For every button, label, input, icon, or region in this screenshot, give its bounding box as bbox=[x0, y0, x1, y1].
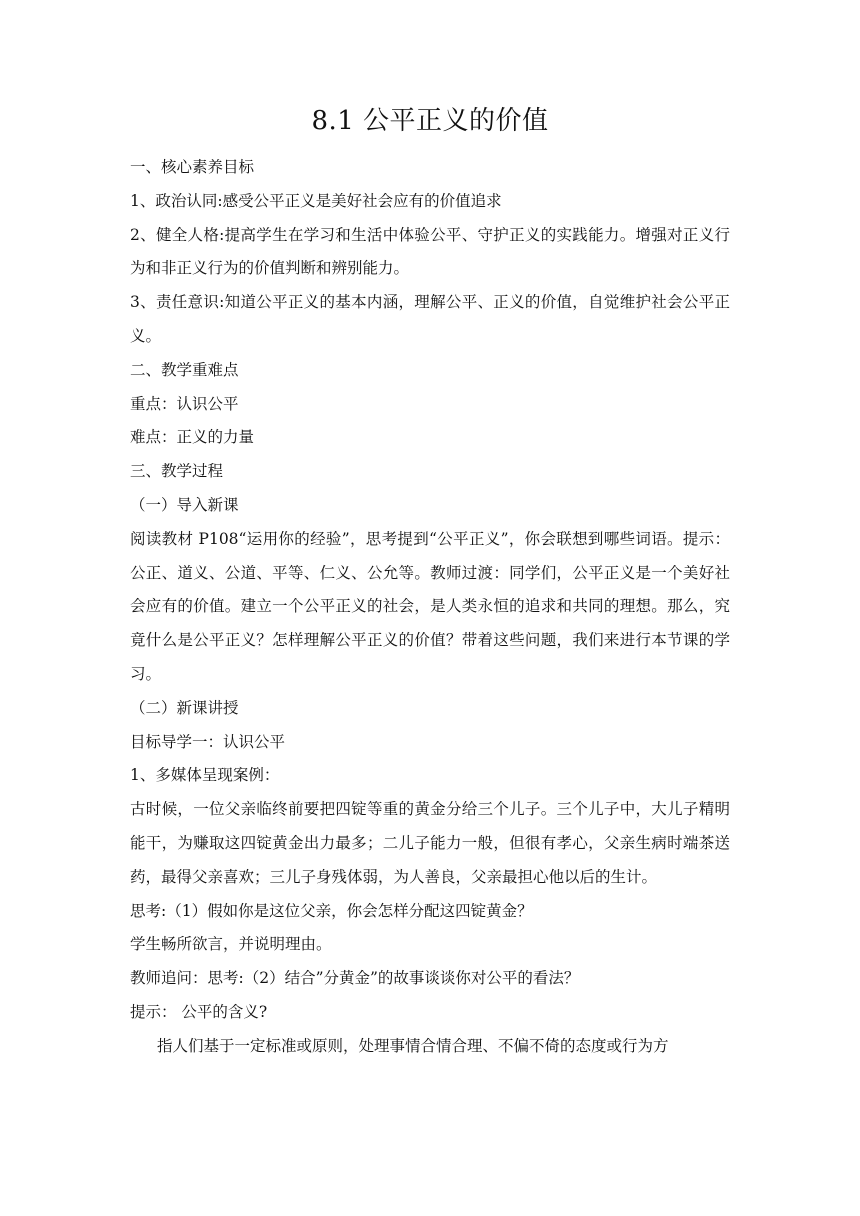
case-story: 古时候，一位父亲临终前要把四锭等重的黄金分给三个儿子。三个儿子中，大儿子精明能干，为赚取这四锭黄金出力最多；二儿子能力一般，但很有孝心，父亲生病时端茶送药，最得父亲喜欢；三儿子身残体弱，为人善良，父亲最担心他以后的生计。 bbox=[130, 800, 730, 886]
key-point: 重点：认识公平 bbox=[130, 394, 239, 413]
goal-sound-personality: 2、健全人格:提高学生在学习和生活中体验公平、守护正义的实践能力。增强对正义行为和非正义行为的价值判断和辨别能力。 bbox=[130, 225, 730, 278]
goal-political-identity: 1、政治认同:感受公平正义是美好社会应有的价值追求 bbox=[130, 191, 502, 210]
case-heading: 1、多媒体呈现案例： bbox=[130, 766, 280, 785]
teacher-followup: 教师追问：思考:（2）结合”分黄金”的故事谈谈你对公平的看法？ bbox=[130, 969, 580, 988]
target-guide-one: 目标导学一：认识公平 bbox=[130, 732, 286, 751]
subsection-intro-lesson: （一）导入新课 bbox=[130, 495, 239, 514]
goal-responsibility: 3、责任意识:知道公平正义的基本内涵，理解公平、正义的价值，自觉维护社会公平正义。 bbox=[130, 293, 730, 345]
subsection-new-lesson: （二）新课讲授 bbox=[130, 698, 239, 717]
students-response: 学生畅所欲言，并说明理由。 bbox=[130, 935, 332, 954]
section-heading-process: 三、教学过程 bbox=[130, 462, 224, 481]
section-heading-core-goals: 一、核心素养目标 bbox=[130, 158, 255, 176]
think-question-1: 思考:（1）假如你是这位父亲，你会怎样分配这四锭黄金？ bbox=[130, 901, 533, 920]
document-body bbox=[130, 151, 730, 1064]
section-heading-key-difficult: 二、教学重难点 bbox=[130, 360, 239, 379]
definition-paragraph: 指人们基于一定标准或原则，处理事情合情合理、不偏不倚的态度或行为方 bbox=[157, 1036, 669, 1055]
document-title: 8.1 公平正义的价值 bbox=[311, 106, 549, 136]
intro-paragraph: 阅读教材 P108“运用你的经验”，思考提到“公平正义”，你会联想到哪些词语。提示：公正、道义、公道、平等、仁义、公允等。教师过渡：同学们，公平正义是一个美好社会应有的价值。建立一个公平正义的社会，是人类永恒的追求和共同的理想。那么，究竟什么是公平正义？怎样理解公平正义的价值？带着这些问题，我们来进行本节课的学习。 bbox=[130, 529, 730, 683]
hint-line: 提示： 公平的含义? bbox=[130, 1002, 268, 1021]
difficult-point: 难点：正义的力量 bbox=[130, 428, 255, 447]
